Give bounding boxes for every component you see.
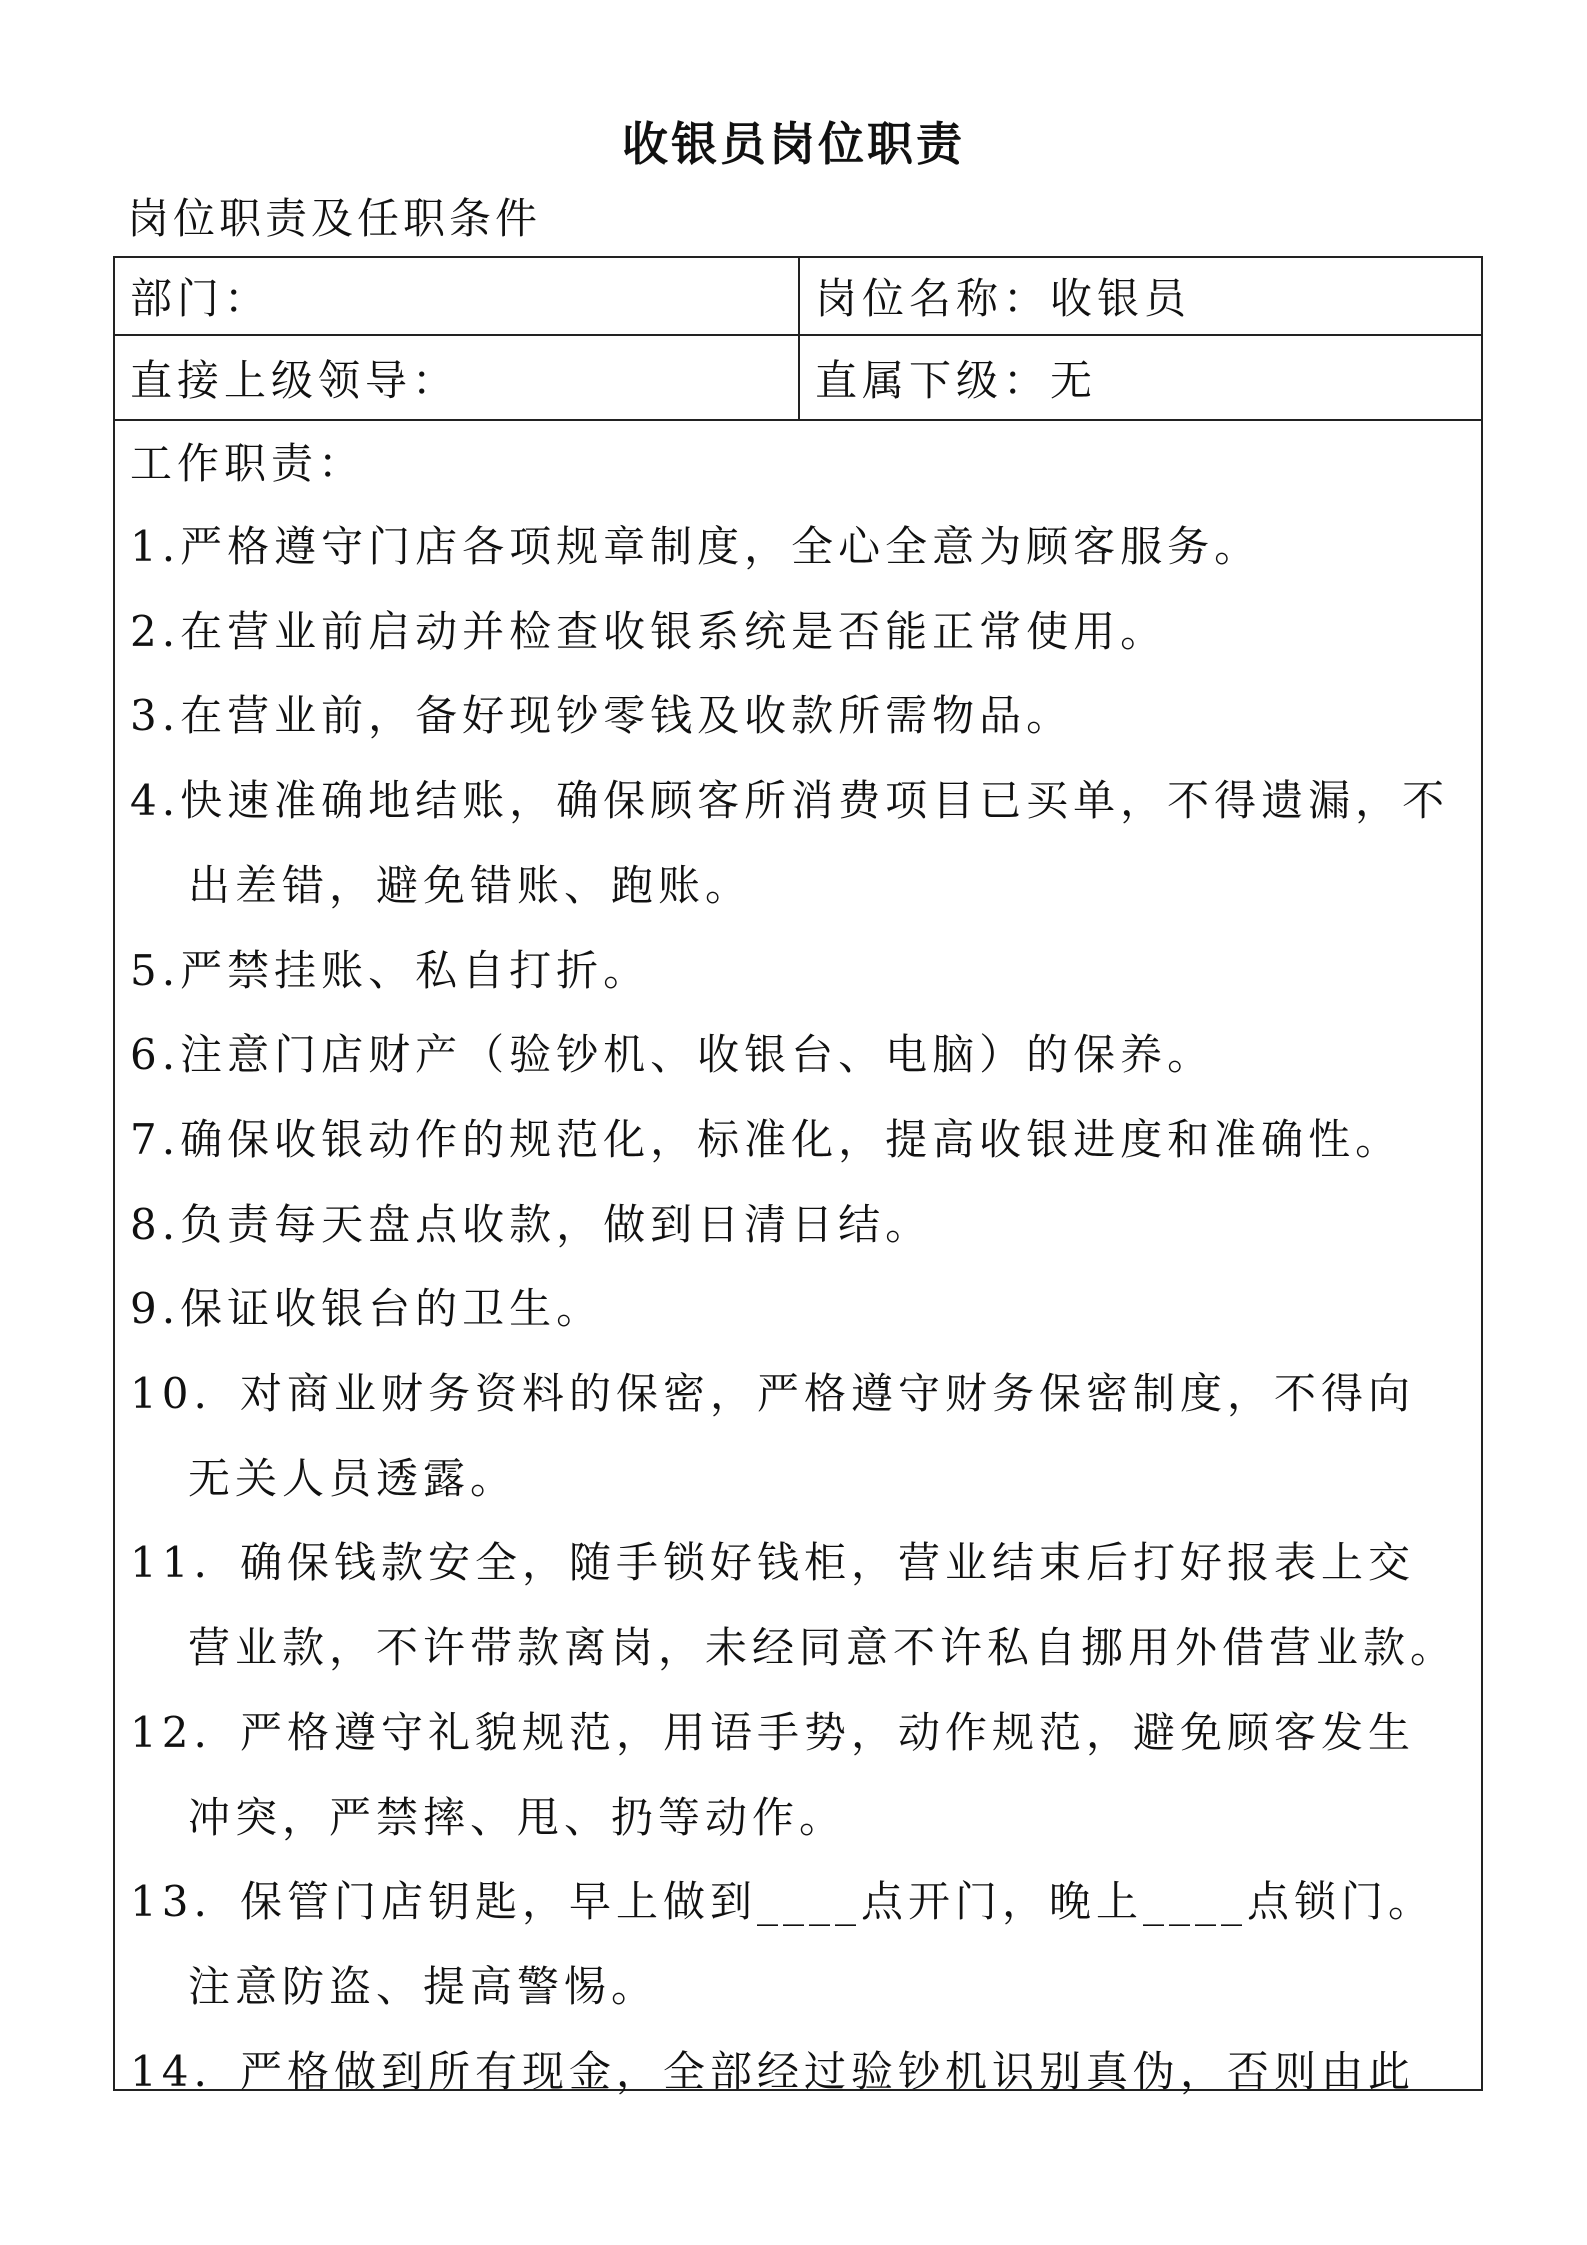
department-cell: 部门： [115, 258, 800, 334]
duty-text: 在营业前，备好现钞零钱及收款所需物品。 [180, 691, 1074, 741]
duty-number: 10. [130, 1369, 212, 1418]
duty-number: 11. [130, 1538, 212, 1588]
table-row [115, 258, 1481, 336]
duty-line [130, 938, 650, 998]
duties-table [113, 256, 1483, 2096]
duty-line [130, 1361, 1415, 1421]
superior-cell: 直接上级领导： [115, 336, 800, 419]
document-title: 收银员岗位职责 [622, 117, 965, 171]
duty-line [130, 683, 1073, 743]
duty-text: 营业款，不许带款离岗，未经同意不许私自挪用外借营业款。 [188, 1623, 1458, 1673]
duty-text: 严格遵守门店各项规章制度，全心全意为顾客服务。 [180, 522, 1262, 571]
duties-heading: 工作职责： [130, 439, 366, 488]
document-subtitle: 岗位职责及任职条件 [127, 194, 542, 243]
duty-text: 无关人员透露。 [188, 1453, 518, 1503]
duty-number: 4. [130, 776, 181, 826]
duty-text: 负责每天盘点收款，做到日清日结。 [180, 1199, 933, 1249]
duty-line [188, 1785, 846, 1845]
duty-number: 3. [130, 691, 181, 741]
duty-line [188, 1954, 658, 2014]
subordinate-cell: 直属下级：无 [815, 355, 1098, 405]
duty-number: 13. [130, 1877, 212, 1927]
duty-text: 快速准确地结账，确保顾客所消费项目已买单，不得遗漏，不 [180, 776, 1450, 826]
duty-line [188, 853, 752, 913]
duty-text: 严格遵守礼貌规范，用语手势，动作规范，避免顾客发生 [240, 1707, 1416, 1757]
duty-number: 8. [130, 1199, 181, 1249]
duty-text: 出差错，避免错账、跑账。 [188, 860, 753, 910]
duty-number: 12. [130, 1707, 212, 1757]
duty-number: 9. [130, 1284, 181, 1334]
duty-line [130, 768, 1449, 828]
position-cell: 岗位名称：收银员 [815, 274, 1192, 323]
duty-text: 注意门店财产（验钞机、收银台、电脑）的保养。 [180, 1030, 1215, 1080]
duty-text: 保管门店钥匙，早上做到____点开门，晚上____点锁门。 [240, 1877, 1436, 1927]
duty-line [130, 514, 1261, 574]
table-row [115, 336, 1481, 421]
duty-line [188, 1615, 1457, 1675]
duty-text: 严禁挂账、私自打折。 [180, 945, 651, 995]
duty-line [188, 1446, 517, 1506]
duty-number: 6. [130, 1030, 181, 1080]
duty-text: 冲突，严禁摔、甩、扔等动作。 [188, 1792, 847, 1842]
duty-line [130, 1276, 603, 1336]
duty-line [130, 1869, 1435, 1929]
duty-line [130, 2039, 1415, 2099]
duty-text: 注意防盗、提高警惕。 [188, 1961, 659, 2011]
duty-number: 1. [130, 522, 181, 571]
duty-text: 确保钱款安全，随手锁好钱柜，营业结束后打好报表上交 [240, 1538, 1416, 1588]
duty-number: 14. [130, 2046, 212, 2096]
duty-number: 2. [130, 606, 181, 656]
duty-line [130, 1192, 932, 1252]
duty-text: 确保收银动作的规范化，标准化，提高收银进度和准确性。 [180, 1114, 1403, 1164]
duty-line [130, 1107, 1402, 1167]
duty-number: 5. [130, 945, 181, 995]
duty-line [130, 1530, 1415, 1590]
duty-text: 严格做到所有现金，全部经过验钞机识别真伪，否则由此 [240, 2046, 1416, 2096]
duty-line [130, 599, 1167, 659]
duty-line [130, 1700, 1415, 1760]
duty-text: 保证收银台的卫生。 [180, 1284, 604, 1334]
duty-text: 在营业前启动并检查收银系统是否能正常使用。 [180, 606, 1168, 656]
duty-line [130, 1022, 1214, 1082]
duty-number: 7. [130, 1114, 181, 1164]
duty-text: 对商业财务资料的保密，严格遵守财务保密制度，不得向 [240, 1369, 1416, 1418]
